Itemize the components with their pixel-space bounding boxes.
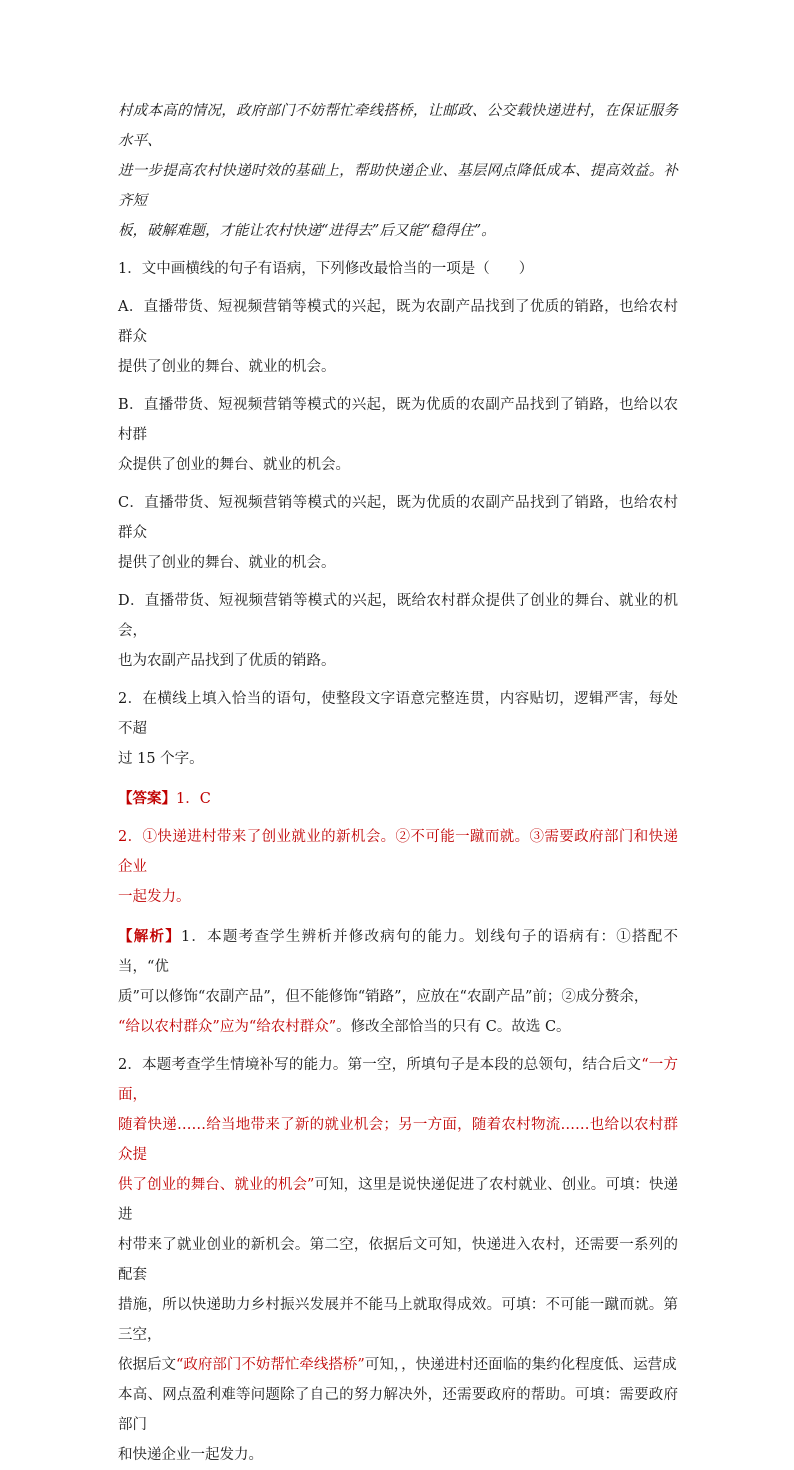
- question-1-stem: 1．文中画横线的句子有语病，下列修改最恰当的一项是（ ）: [118, 261, 534, 277]
- question-2-stem-cont: 过 15 个字。: [118, 751, 204, 767]
- analysis-text: 1．本题考查学生辨析并修改病句的能力。划线句子的语病有：①搭配不当，“优: [118, 929, 678, 975]
- analysis-text: 可知，这里是说快递促进了农村就业、创业。可填：快递进: [118, 1177, 678, 1223]
- analysis-label: 【解析】: [118, 928, 181, 945]
- analysis-quote: “政府部门不妨帮忙牵线搭桥”: [176, 1357, 365, 1373]
- analysis-quote: “给以农村群众”应为“给农村群众”: [118, 1019, 337, 1035]
- passage-fragment: [118, 96, 678, 246]
- analysis-text: 可知，，快递进村还面临的集约化程度低、运营成: [364, 1357, 677, 1373]
- answer-1: 1．C: [176, 791, 211, 807]
- analysis-text: 依据后文: [118, 1357, 176, 1373]
- analysis-quote: 供了创业的舞台、就业的机会”: [118, 1177, 315, 1193]
- analysis-text: 质”可以修饰“农副产品”，但不能修饰“销路”，应放在“农副产品”前；②成分赘余，: [118, 989, 649, 1005]
- analysis-text: 本高、网点盈利难等问题除了自己的努力解决外，还需要政府的帮助。可填：需要政府部门: [118, 1387, 678, 1433]
- analysis-text: 。修改全部恰当的只有 C。故选 C。: [336, 1019, 571, 1035]
- option-a: A．直播带货、短视频营销等模式的兴起，既为农副产品找到了优质的销路，也给农村群众: [118, 299, 678, 345]
- option-c-cont: 提供了创业的舞台、就业的机会。: [118, 555, 336, 571]
- analysis-quote: 随着快递……给当地带来了新的就业机会；另一方面，随着农村物流……也给以农村群众提: [118, 1117, 678, 1163]
- document-page: [118, 96, 678, 1470]
- passage-line: 村成本高的情况，政府部门不妨帮忙牵线搭桥，让邮政、公交载快递进村，在保证服务水平、: [118, 103, 678, 149]
- analysis-quote: “一方面，: [118, 1057, 678, 1103]
- analysis-text: 和快递企业一起发力。: [118, 1447, 263, 1463]
- option-a-cont: 提供了创业的舞台、就业的机会。: [118, 359, 336, 375]
- answer-2-cont: 一起发力。: [118, 889, 191, 905]
- option-d-cont: 也为农副产品找到了优质的销路。: [118, 653, 336, 669]
- analysis-block: [118, 922, 678, 1470]
- analysis-text: 措施，所以快递助力乡村振兴发展并不能马上就取得成效。可填：不可能一蹴而就。第三空，: [118, 1297, 678, 1343]
- analysis-text: 2．本题考查学生情境补写的能力。第一空，所填句子是本段的总领句，结合后文: [118, 1057, 642, 1073]
- passage-line: 板，破解难题，才能让农村快递“进得去”后又能“稳得住”。: [118, 223, 496, 239]
- answer-block: [118, 784, 678, 912]
- option-b: B．直播带货、短视频营销等模式的兴起，既为优质的农副产品找到了销路，也给以农村群: [118, 397, 678, 443]
- passage-line: 进一步提高农村快递时效的基础上，帮助快递企业、基层网点降低成本、提高效益。补齐短: [118, 163, 678, 209]
- question-2-stem: 2．在横线上填入恰当的语句，使整段文字语意完整连贯，内容贴切，逻辑严害，每处不超: [118, 691, 678, 737]
- question-2: [118, 684, 678, 774]
- option-d: D．直播带货、短视频营销等模式的兴起，既给农村群众提供了创业的舞台、就业的机会，: [118, 593, 678, 639]
- analysis-text: 村带来了就业创业的新机会。第二空，依据后文可知，快递进入农村，还需要一系列的配套: [118, 1237, 678, 1283]
- question-1: [118, 254, 678, 676]
- option-b-cont: 众提供了创业的舞台、就业的机会。: [118, 457, 350, 473]
- answer-2: 2．①快递进村带来了创业就业的新机会。②不可能一蹴而就。③需要政府部门和快递企业: [118, 829, 678, 875]
- option-c: C．直播带货、短视频营销等模式的兴起，既为优质的农副产品找到了销路，也给农村群众: [118, 495, 678, 541]
- answer-label: 【答案】: [118, 790, 176, 807]
